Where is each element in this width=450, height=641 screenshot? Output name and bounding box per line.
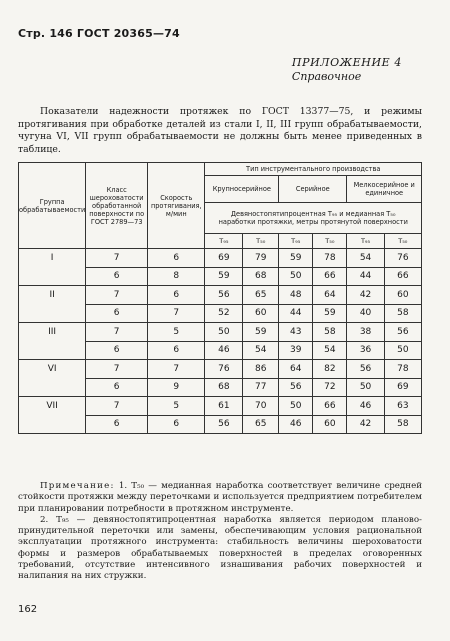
header-t95: T₉₅ [205, 234, 243, 249]
cell-value: 50 [279, 397, 313, 416]
header-t95: T₉₅ [347, 234, 384, 249]
cell-group: VI [19, 360, 86, 379]
table-row [19, 286, 422, 305]
cell-value: 64 [279, 360, 313, 379]
cell-value: 56 [347, 360, 384, 379]
appendix-heading [292, 56, 402, 84]
cell-value: 68 [243, 267, 279, 286]
cell-value: 77 [243, 378, 279, 397]
cell-value: 64 [313, 286, 347, 305]
cell-value: 43 [279, 323, 313, 342]
page-number: 162 [18, 604, 38, 615]
note-label: Примечание: [40, 481, 115, 491]
cell-value: 70 [243, 397, 279, 416]
cell-group [19, 341, 86, 360]
cell-value: 66 [384, 267, 421, 286]
cell-group: I [19, 249, 86, 268]
cell-group [19, 378, 86, 397]
table-row [19, 415, 422, 434]
cell-group [19, 415, 86, 434]
cell-value: 76 [384, 249, 421, 268]
cell-value: 82 [313, 360, 347, 379]
cell-value: 86 [243, 360, 279, 379]
header-production-type: Тип инструментального производства [205, 163, 422, 176]
cell-value: 56 [205, 415, 243, 434]
note-1-text: 1. T₅₀ — медианная наработка соответствует величине средней стойкости протяжки между переточками и используется предприятием потребителем при планировании потребности в протяжном инструменте. [18, 481, 422, 514]
cell-value: 78 [313, 249, 347, 268]
cell-value: 60 [243, 304, 279, 323]
header-speed: Скорость протягивания, м/мин [148, 163, 205, 249]
cell-group [19, 304, 86, 323]
cell-value: 54 [313, 341, 347, 360]
header-t50: T₅₀ [384, 234, 421, 249]
cell-speed: 5 [148, 397, 205, 416]
cell-value: 59 [279, 249, 313, 268]
cell-value: 60 [313, 415, 347, 434]
cell-value: 44 [347, 267, 384, 286]
header-t95: T₉₅ [279, 234, 313, 249]
cell-class: 6 [86, 378, 148, 397]
header-t50: T₅₀ [313, 234, 347, 249]
cell-speed: 6 [148, 249, 205, 268]
table-row [19, 397, 422, 416]
cell-group: II [19, 286, 86, 305]
cell-speed: 5 [148, 323, 205, 342]
cell-value: 38 [347, 323, 384, 342]
cell-class: 6 [86, 267, 148, 286]
table-row [19, 341, 422, 360]
cell-value: 78 [384, 360, 421, 379]
cell-value: 54 [347, 249, 384, 268]
cell-value: 58 [384, 304, 421, 323]
table-row [19, 267, 422, 286]
cell-value: 39 [279, 341, 313, 360]
cell-value: 68 [205, 378, 243, 397]
cell-value: 56 [279, 378, 313, 397]
note-1 [18, 481, 422, 515]
table-row [19, 323, 422, 342]
header-prod-serial: Серийное [279, 176, 347, 203]
cell-value: 42 [347, 286, 384, 305]
reliability-table [18, 162, 422, 434]
cell-class: 6 [86, 304, 148, 323]
header-group: Группа обрабатываемости [19, 163, 86, 249]
cell-value: 69 [384, 378, 421, 397]
cell-group: III [19, 323, 86, 342]
cell-value: 50 [279, 267, 313, 286]
cell-value: 59 [205, 267, 243, 286]
table-row [19, 304, 422, 323]
cell-speed: 6 [148, 415, 205, 434]
cell-value: 59 [313, 304, 347, 323]
cell-speed: 6 [148, 286, 205, 305]
header-prod-large: Крупносерийное [205, 176, 279, 203]
page-header: Стр. 146 ГОСТ 20365—74 [18, 27, 180, 40]
cell-value: 59 [243, 323, 279, 342]
cell-class: 7 [86, 323, 148, 342]
cell-value: 46 [347, 397, 384, 416]
cell-value: 42 [347, 415, 384, 434]
cell-value: 66 [313, 267, 347, 286]
cell-value: 50 [384, 341, 421, 360]
cell-value: 56 [205, 286, 243, 305]
appendix-title: ПРИЛОЖЕНИЕ 4 [291, 56, 402, 69]
cell-value: 69 [205, 249, 243, 268]
cell-value: 65 [243, 415, 279, 434]
cell-value: 50 [205, 323, 243, 342]
cell-value: 54 [243, 341, 279, 360]
header-reliability: Девяностопятипроцентная T₉₅ и медианная T₅₀ наработки протяжки, метры протянутой поверхности [205, 203, 422, 234]
notes [18, 481, 422, 583]
cell-class: 6 [86, 341, 148, 360]
cell-class: 7 [86, 286, 148, 305]
cell-value: 66 [313, 397, 347, 416]
cell-value: 61 [205, 397, 243, 416]
cell-value: 58 [313, 323, 347, 342]
cell-value: 50 [347, 378, 384, 397]
cell-group: VII [19, 397, 86, 416]
cell-speed: 9 [148, 378, 205, 397]
cell-speed: 6 [148, 341, 205, 360]
header-prod-small: Мелкосерийное и единичное [347, 176, 422, 203]
cell-value: 79 [243, 249, 279, 268]
note-2: 2. T₉₅ — девяностопятипроцентная наработка является периодом планово-принудительной переточки или замены, обеспечивающим условия рациональной эксплуатации протяжного инструмента: стабильность величины шероховатости формы и размеров обрабатываемых поверхностей в пределах оговоренных требований, отсутствие интенсивного изнашивания рабочих поверхностей и налипания на них стружки. [18, 514, 422, 582]
cell-value: 58 [384, 415, 421, 434]
table-body [19, 249, 422, 434]
table-row [19, 249, 422, 268]
cell-class: 7 [86, 360, 148, 379]
cell-value: 60 [384, 286, 421, 305]
cell-value: 72 [313, 378, 347, 397]
cell-value: 44 [279, 304, 313, 323]
cell-speed: 8 [148, 267, 205, 286]
cell-class: 6 [86, 415, 148, 434]
cell-value: 65 [243, 286, 279, 305]
appendix-subtitle: Справочное [291, 70, 362, 83]
cell-value: 40 [347, 304, 384, 323]
table-row [19, 378, 422, 397]
cell-value: 52 [205, 304, 243, 323]
cell-class: 7 [86, 249, 148, 268]
cell-group [19, 267, 86, 286]
cell-value: 56 [384, 323, 421, 342]
cell-speed: 7 [148, 360, 205, 379]
intro-paragraph: Показатели надежности протяжек по ГОСТ 13377—75, и режимы протягивания при обработке деталей из стали I, II, III групп обрабатываемости, чугуна VI, VII групп обрабатываемости не должны быть менее приведенных в таблице. [18, 106, 422, 155]
cell-value: 46 [279, 415, 313, 434]
header-class: Класс шероховатости обработанной поверхности по ГОСТ 2789—73 [86, 163, 148, 249]
cell-value: 76 [205, 360, 243, 379]
cell-class: 7 [86, 397, 148, 416]
cell-value: 46 [205, 341, 243, 360]
cell-value: 36 [347, 341, 384, 360]
cell-value: 63 [384, 397, 421, 416]
cell-value: 48 [279, 286, 313, 305]
cell-speed: 7 [148, 304, 205, 323]
header-t50: T₅₀ [243, 234, 279, 249]
table-row [19, 360, 422, 379]
